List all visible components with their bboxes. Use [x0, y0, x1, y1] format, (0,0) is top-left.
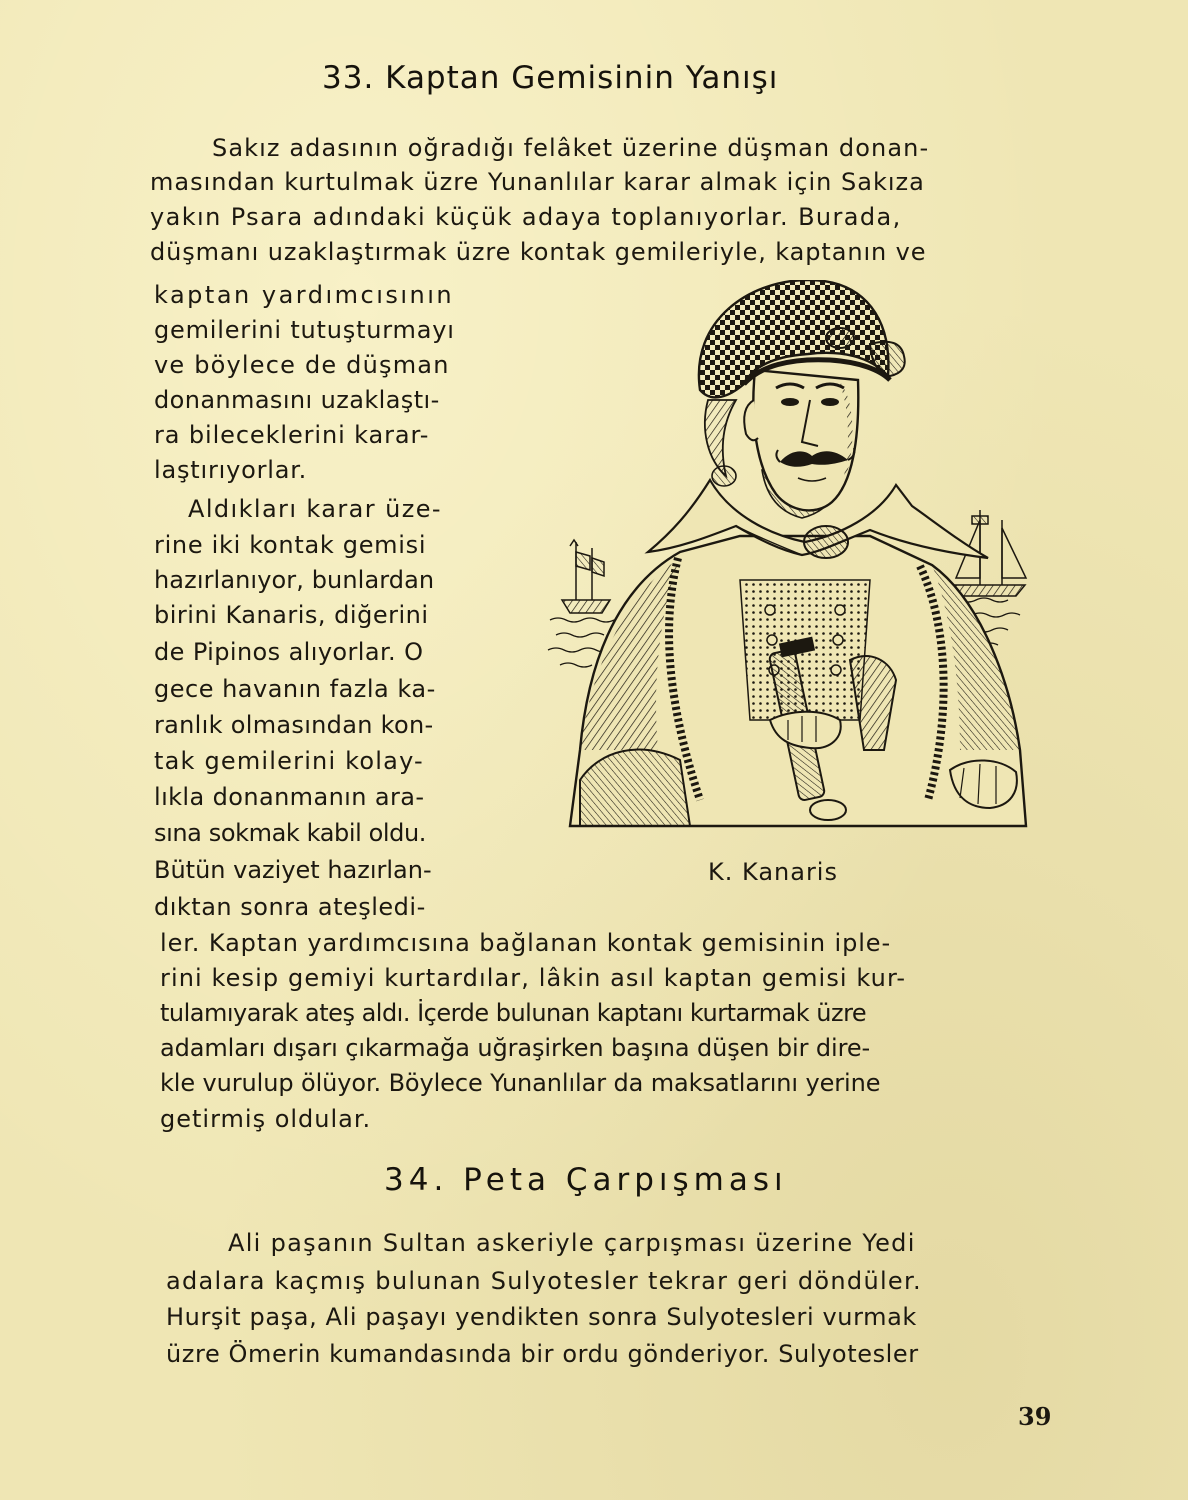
- text-line: donanmasını uzaklaştı-: [154, 386, 440, 414]
- text-line: masından kurtulmak üzre Yunanlılar karar almak için Sakıza: [150, 168, 925, 196]
- text-line: birini Kanaris, diğerini: [154, 601, 429, 629]
- text-line: laştırıyorlar.: [154, 456, 308, 484]
- section-title-34: 34. Peta Çarpışması: [384, 1162, 788, 1198]
- text-line: ranlık olmasından kon-: [154, 711, 434, 739]
- text-line: sına sokmak kabil oldu.: [154, 819, 427, 847]
- text-line: tak gemilerini kolay-: [154, 747, 424, 775]
- text-line: Aldıkları karar üze-: [188, 495, 442, 523]
- text-line: hazırlanıyor, bunlardan: [154, 566, 435, 594]
- text-line: getirmiş oldular.: [160, 1105, 372, 1133]
- text-line: kle vurulup ölüyor. Böylece Yunanlılar da maksatlarını yerine: [160, 1069, 881, 1097]
- ship-left: [562, 540, 610, 613]
- text-line: üzre Ömerin kumandasında bir ordu gönderiyor. Sulyotesler: [166, 1340, 919, 1368]
- text-line: ra bileceklerini karar-: [154, 421, 430, 449]
- kanaris-portrait-illustration: [540, 280, 1040, 840]
- text-line: düşmanı uzaklaştırmak üzre kontak gemileriyle, kaptanın ve: [150, 238, 927, 266]
- text-line: Ali paşanın Sultan askeriyle çarpışması üzerine Yedi: [228, 1229, 916, 1257]
- text-line: adamları dışarı çıkarmağa uğraşirken başına düşen bir dire-: [160, 1034, 871, 1062]
- text-line: dıktan sonra ateşledi-: [154, 893, 426, 921]
- text-line: rine iki kontak gemisi: [154, 531, 427, 559]
- page-number: 39: [1018, 1402, 1052, 1431]
- text-line: tulamıyarak ateş aldı. İçerde bulunan kaptanı kurtarmak üzre: [160, 999, 867, 1027]
- text-line: ve böylece de düşman: [154, 351, 450, 379]
- text-line: Bütün vaziyet hazırlan-: [154, 856, 432, 884]
- figure-caption: K. Kanaris: [708, 858, 838, 886]
- text-line: de Pipinos alıyorlar. O: [154, 638, 424, 666]
- text-line: adalara kaçmış bulunan Sulyotesler tekrar geri döndüler.: [166, 1267, 922, 1295]
- text-line: rini kesip gemiyi kurtardılar, lâkin asıl kaptan gemisi kur-: [160, 964, 907, 992]
- text-line: kaptan yardımcısının: [154, 281, 455, 309]
- text-line: ler. Kaptan yardımcısına bağlanan kontak gemisinin iple-: [160, 929, 892, 957]
- text-line: Sakız adasının oğradığı felâket üzerine düşman donan-: [212, 134, 930, 162]
- text-line: Hurşit paşa, Ali paşayı yendikten sonra Sulyotesleri vurmak: [166, 1303, 917, 1331]
- text-line: lıkla donanmanın ara-: [154, 783, 425, 811]
- text-line: yakın Psara adındaki küçük adaya toplanıyorlar. Burada,: [150, 203, 902, 231]
- text-line: gemilerini tutuşturmayı: [154, 316, 455, 344]
- text-line: gece havanın fazla ka-: [154, 675, 436, 703]
- section-title-33: 33. Kaptan Gemisinin Yanışı: [322, 60, 779, 96]
